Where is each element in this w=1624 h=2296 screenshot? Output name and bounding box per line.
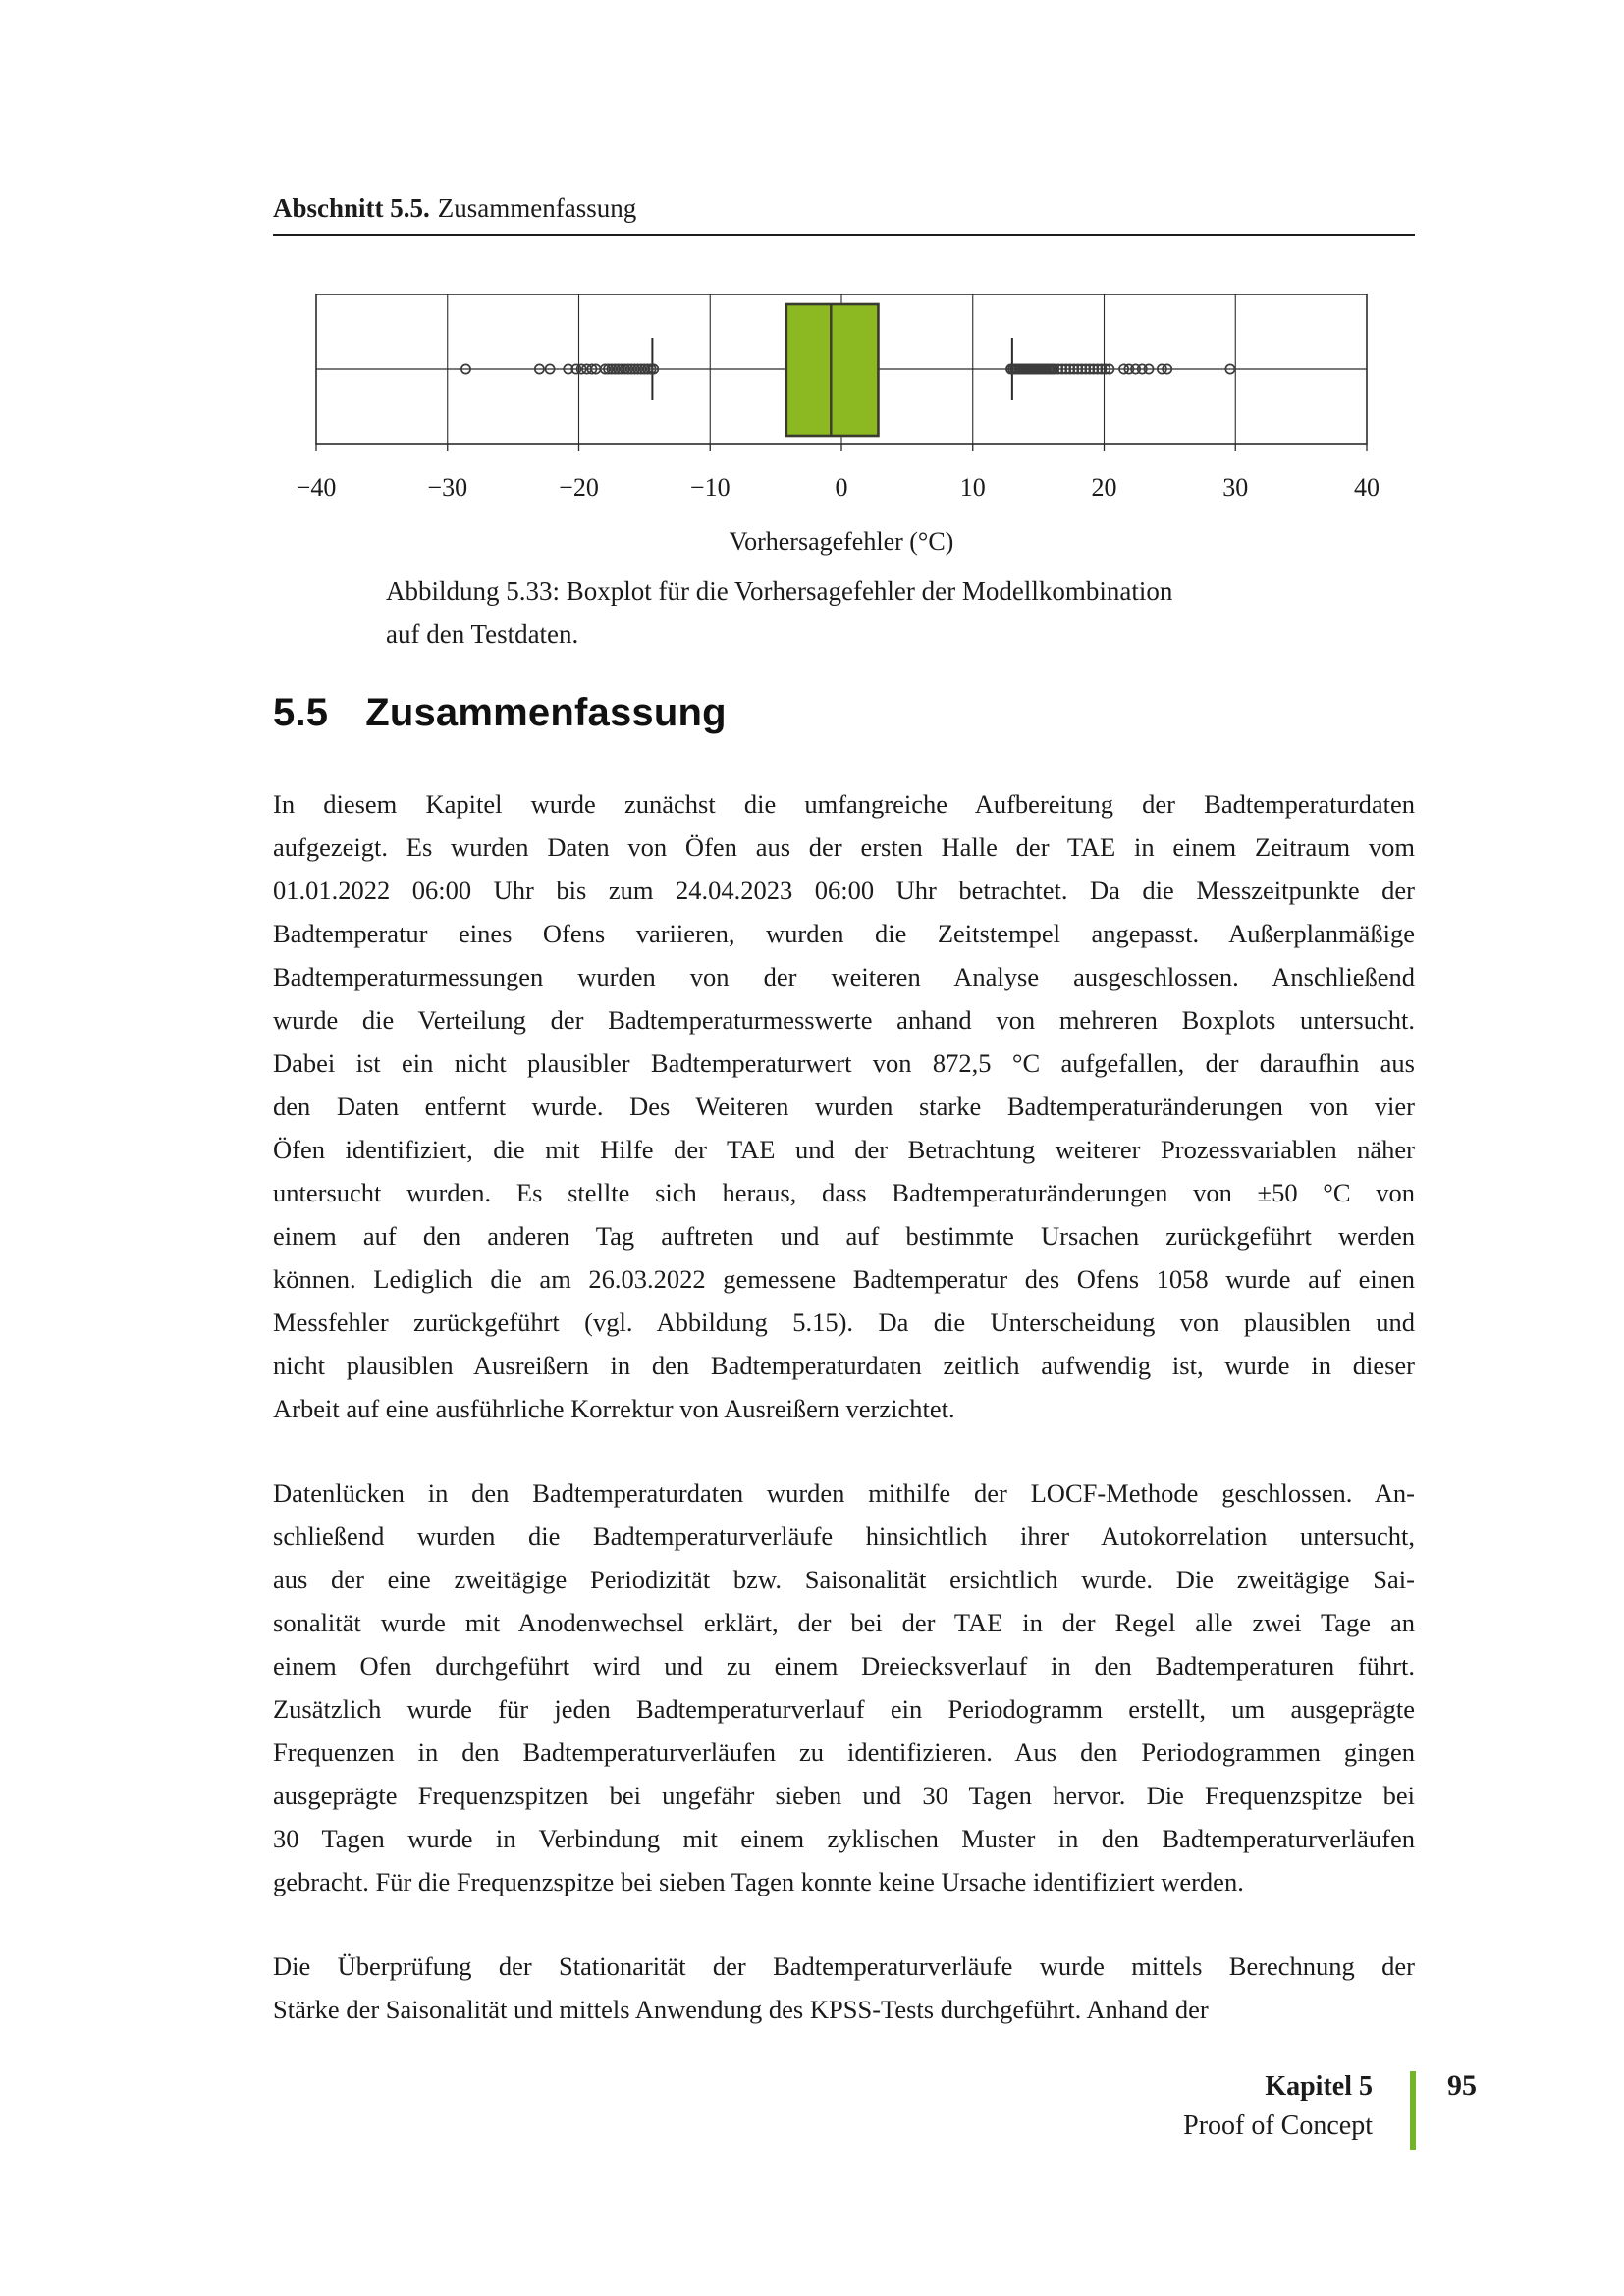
text-line: können. Lediglich die am 26.03.2022 gemessene Badtemperatur des Ofens 1058 wurde auf einen — [273, 1264, 1415, 1294]
text-line: schließend wurden die Badtemperaturverläufe hinsichtlich ihrer Autokorrelation untersucht, — [273, 1522, 1415, 1551]
text-line: Stärke der Saisonalität und mittels Anwendung des KPSS-Tests durchgeführt. Anhand der — [273, 1995, 1209, 2024]
text-line: Arbeit auf eine ausführliche Korrektur von Ausreißern verzichtet. — [273, 1394, 955, 1423]
tick-label: 10 — [959, 473, 986, 502]
figure-caption-line: Abbildung 5.33: Boxplot für die Vorhersagefehler der Modellkombination — [386, 576, 1173, 606]
footer-chapter-title: Proof of Concept — [1183, 2110, 1373, 2141]
tick-label: −20 — [559, 473, 599, 502]
running-header-section-title: Zusammenfassung — [437, 193, 637, 223]
text-line: Badtemperatur eines Ofens variieren, wurden die Zeitstempel angepasst. Außerplanmäßige — [273, 919, 1415, 948]
text-line: einem Ofen durchgeführt wird und zu einem Dreiecksverlauf in den Badtemperaturen führt. — [273, 1651, 1415, 1681]
text-line: Zusätzlich wurde für jeden Badtemperaturverlauf ein Periodogramm erstellt, um ausgeprägte — [273, 1694, 1415, 1724]
tick-label: −10 — [689, 473, 731, 502]
tick-label: 40 — [1354, 473, 1380, 502]
text-line: ausgeprägte Frequenzspitzen bei ungefähr sieben und 30 Tagen hervor. Die Frequenzspitze bei — [273, 1781, 1415, 1810]
tick-label: 20 — [1091, 473, 1117, 502]
paragraph — [273, 782, 1415, 1430]
text-line: sonalität wurde mit Anodenwechsel erklärt, der bei der TAE in der Regel alle zwei Tage an — [273, 1608, 1415, 1637]
text-line: In diesem Kapitel wurde zunächst die umfangreiche Aufbereitung der Badtemperaturdaten — [273, 789, 1415, 819]
text-line: Die Überprüfung der Stationarität der Badtemperaturverläufe wurde mittels Berechnung der — [273, 1951, 1415, 1981]
tick-label: 0 — [835, 473, 848, 502]
tick-label: −40 — [296, 473, 337, 502]
paragraph — [273, 1471, 1415, 1903]
text-line: untersucht wurden. Es stellte sich heraus, dass Badtemperaturänderungen von ±50 °C von — [273, 1178, 1415, 1207]
figure-caption-line: auf den Testdaten. — [386, 619, 579, 649]
text-line: einem auf den anderen Tag auftreten und auf bestimmte Ursachen zurückgeführt werden — [273, 1221, 1415, 1251]
text-line: Badtemperaturmessungen wurden von der weiteren Analyse ausgeschlossen. Anschließend — [273, 962, 1415, 991]
text-line: Datenlücken in den Badtemperaturdaten wurden mithilfe der LOCF-Methode geschlossen. An- — [273, 1478, 1415, 1508]
text-line: gebracht. Für die Frequenzspitze bei sieben Tagen konnte keine Ursache identifiziert werden. — [273, 1867, 1244, 1896]
text-line: Dabei ist ein nicht plausibler Badtemperaturwert von 872,5 °C aufgefallen, der daraufhin aus — [273, 1048, 1415, 1078]
page-footer — [273, 2067, 1490, 2150]
figure-caption — [386, 569, 1309, 656]
text-line: aufgezeigt. Es wurden Daten von Öfen aus der ersten Halle der TAE in einem Zeitraum vom — [273, 832, 1415, 862]
page-number: 95 — [1447, 2069, 1477, 2102]
footer-text — [1183, 2067, 1373, 2146]
paragraph — [273, 1945, 1415, 2031]
body-text — [273, 782, 1415, 2072]
section-heading — [273, 691, 727, 735]
x-axis-label: Vorhersagefehler (°C) — [729, 527, 954, 556]
text-line: 01.01.2022 06:00 Uhr bis zum 24.04.2023 06:00 Uhr betrachtet. Da die Messzeitpunkte der — [273, 876, 1415, 905]
running-header-section-label: Abschnitt 5.5. — [273, 193, 430, 223]
box — [786, 304, 879, 436]
running-header — [273, 192, 1415, 236]
boxplot-figure — [273, 287, 1415, 571]
text-line: Öfen identifiziert, die mit Hilfe der TAE und der Betrachtung weiterer Prozessvariablen näher — [273, 1135, 1415, 1164]
section-title: Zusammenfassung — [365, 691, 727, 734]
text-line: 30 Tagen wurde in Verbindung mit einem zyklischen Muster in den Badtemperaturverläufen — [273, 1824, 1415, 1853]
text-line: den Daten entfernt wurde. Des Weiteren wurden starke Badtemperaturänderungen von vier — [273, 1092, 1415, 1121]
footer-accent-bar — [1410, 2071, 1416, 2150]
section-number: 5.5 — [273, 691, 329, 734]
text-line: Messfehler zurückgeführt (vgl. Abbildung 5.15). Da die Unterscheidung von plausiblen und — [273, 1308, 1415, 1337]
text-line: nicht plausiblen Ausreißern in den Badtemperaturdaten zeitlich aufwendig ist, wurde in dieser — [273, 1351, 1415, 1380]
text-line: wurde die Verteilung der Badtemperaturmesswerte anhand von mehreren Boxplots untersucht. — [273, 1005, 1415, 1035]
footer-chapter: Kapitel 5 — [1265, 2071, 1373, 2102]
text-line: Frequenzen in den Badtemperaturverläufen zu identifizieren. Aus den Periodogrammen gingen — [273, 1737, 1415, 1767]
tick-label: 30 — [1222, 473, 1249, 502]
tick-label: −30 — [427, 473, 468, 502]
text-line: aus der eine zweitägige Periodizität bzw. Saisonalität ersichtlich wurde. Die zweitägige Sai- — [273, 1565, 1415, 1594]
